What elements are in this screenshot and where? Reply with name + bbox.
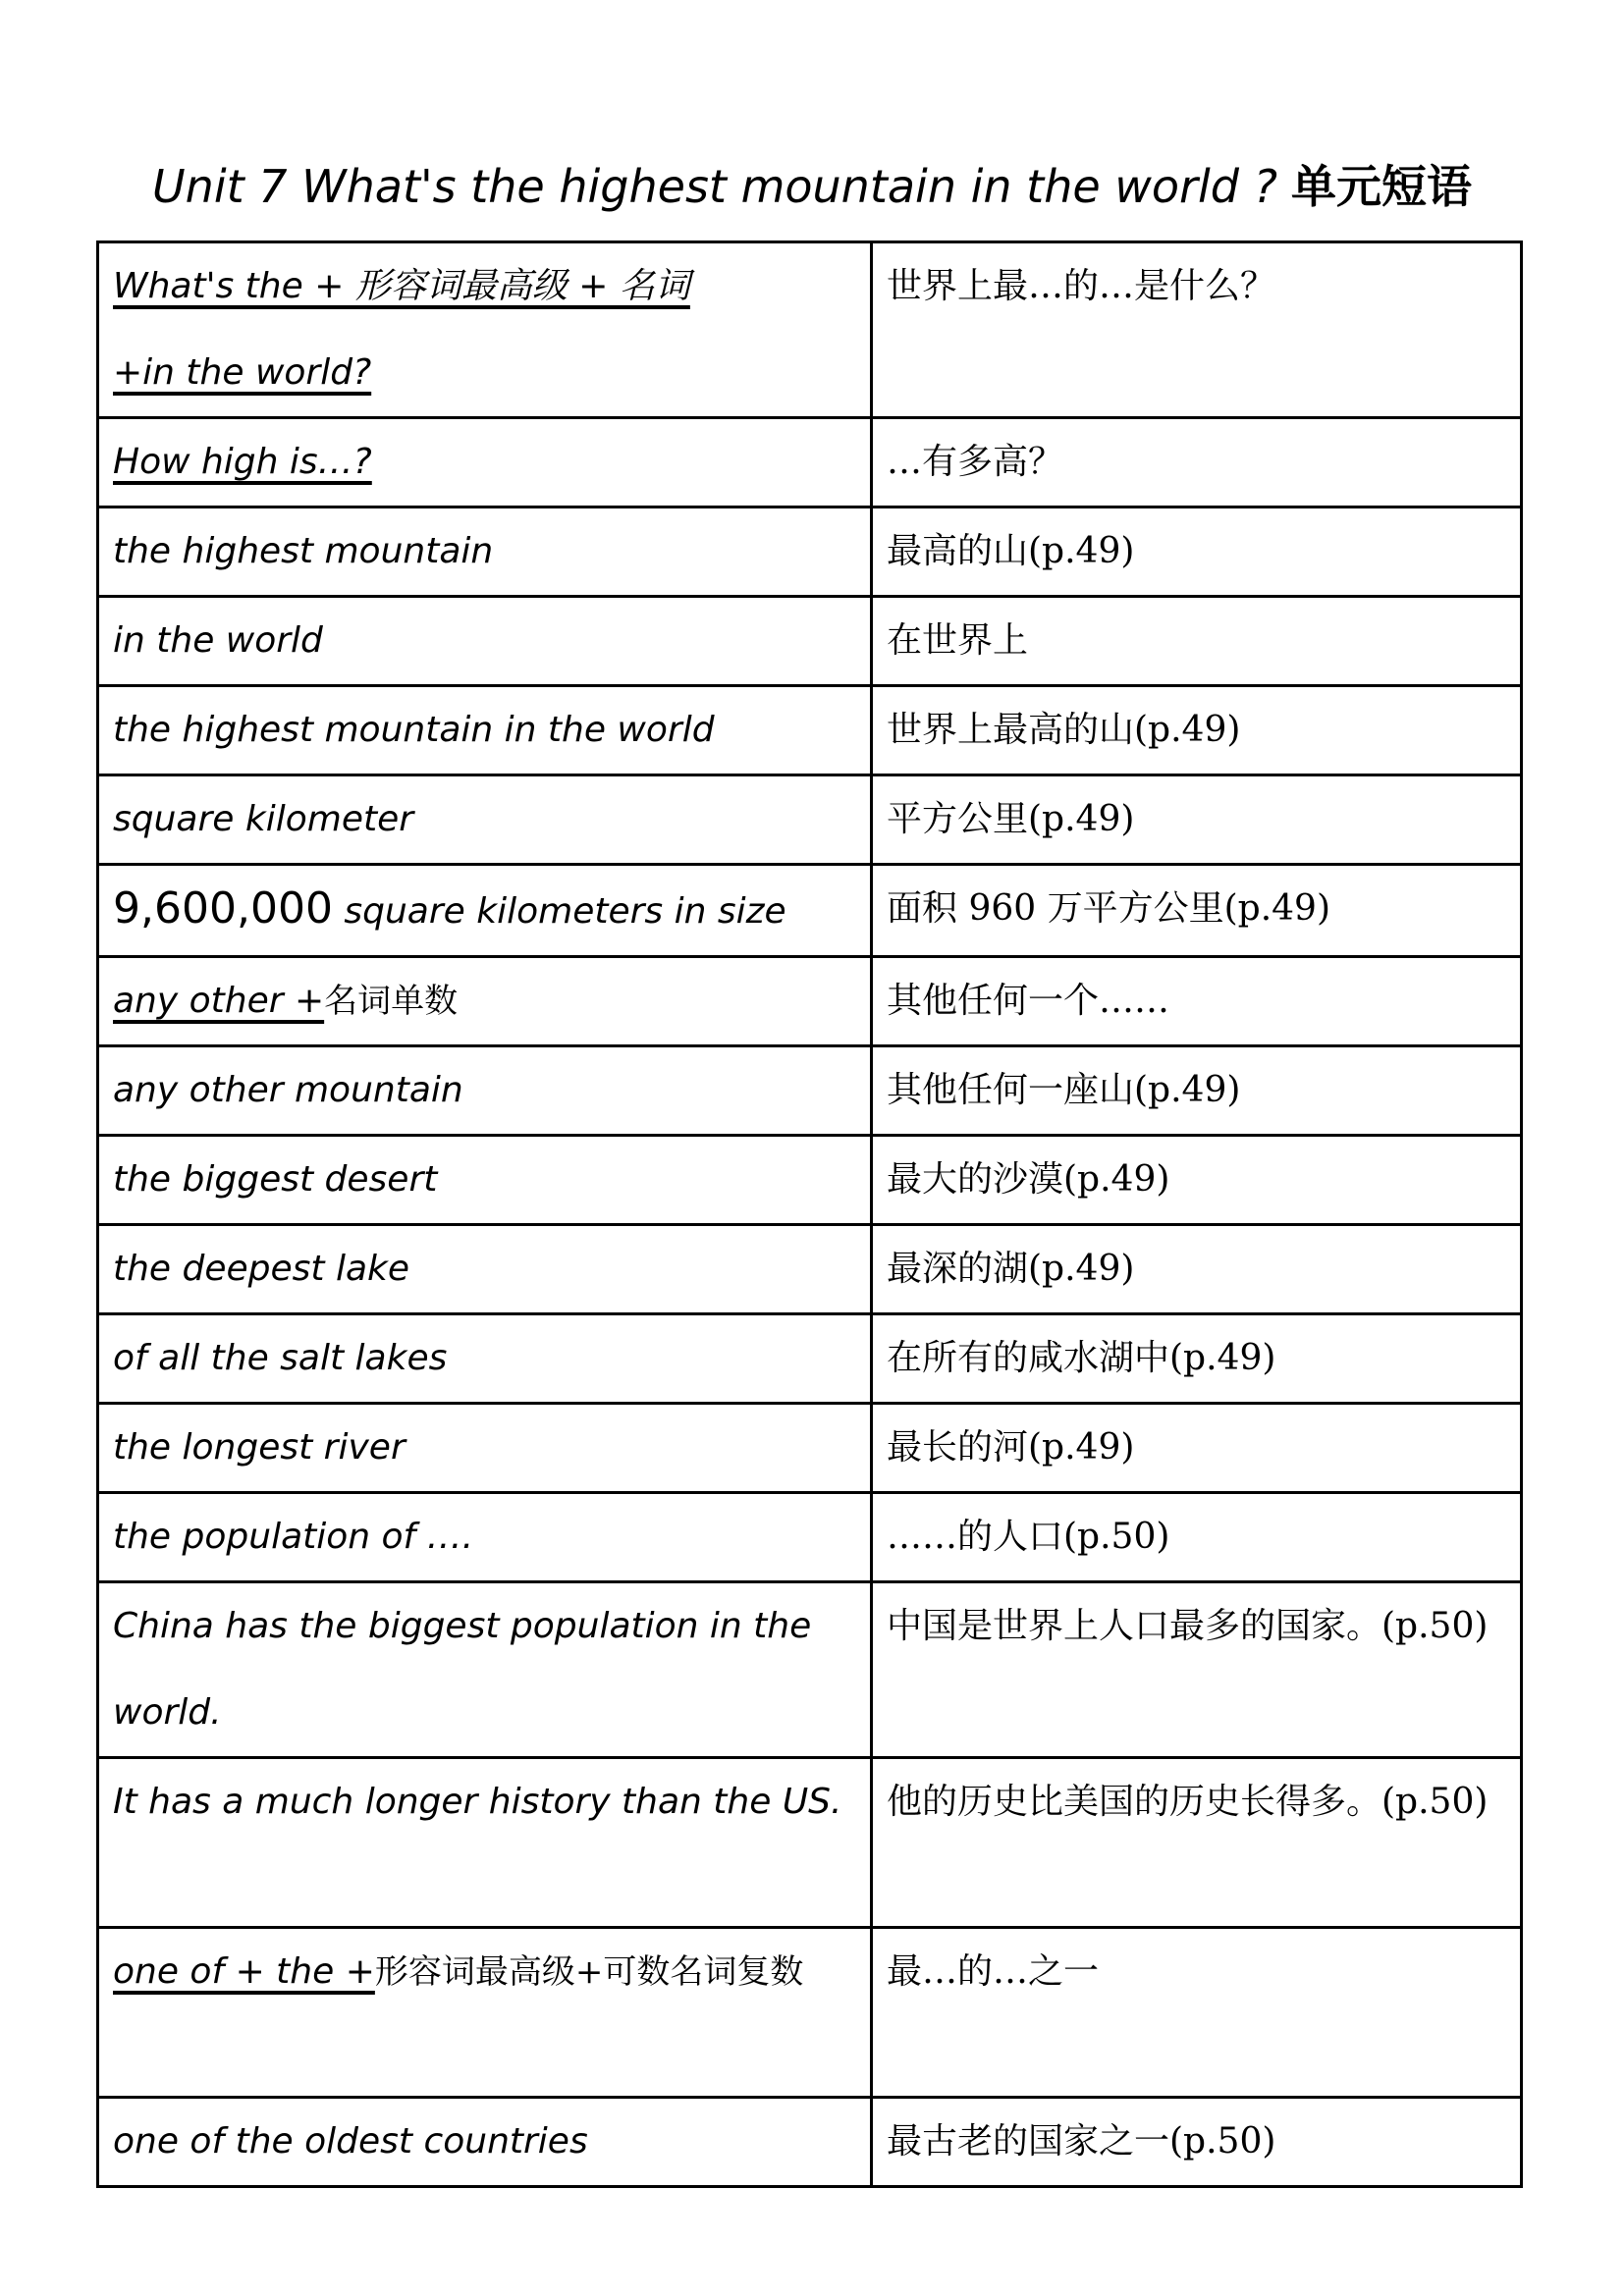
phrase-english: in the world xyxy=(98,597,872,686)
page-title xyxy=(0,157,1624,216)
phrase-chinese: 面积 960 万平方公里(p.49) xyxy=(872,865,1522,957)
phrase-english xyxy=(98,418,872,507)
phrase-english: square kilometer xyxy=(98,775,872,865)
phrase-chinese: 最大的沙漠(p.49) xyxy=(872,1136,1522,1225)
phrase-english: the population of …. xyxy=(98,1493,872,1582)
phrase-english: the biggest desert xyxy=(98,1136,872,1225)
table-row xyxy=(98,1493,1522,1582)
phrase-english: the deepest lake xyxy=(98,1225,872,1314)
table-row xyxy=(98,1225,1522,1314)
pattern-chinese: 形容词最高级+可数名词复数 xyxy=(374,1952,804,1992)
phrase-english xyxy=(98,242,872,418)
phrase-text: square kilometers in size xyxy=(332,891,786,932)
pattern-chinese: 名词单数 xyxy=(324,982,459,1021)
table-row xyxy=(98,1758,1522,1928)
table-row xyxy=(98,865,1522,957)
phrase-chinese: …有多高？ xyxy=(872,418,1522,507)
phrase-chinese: 最深的湖(p.49) xyxy=(872,1225,1522,1314)
phrase-english xyxy=(98,1928,872,2098)
pattern-text: any other + xyxy=(113,981,325,1021)
pattern-text: How high is…? xyxy=(113,442,372,482)
pattern-text: one of + the + xyxy=(113,1951,375,1992)
phrase-chinese: 其他任何一个…… xyxy=(872,957,1522,1046)
table-row xyxy=(98,1314,1522,1404)
table-row xyxy=(98,242,1522,418)
phrase-chinese: 最…的…之一 xyxy=(872,1928,1522,2098)
phrase-chinese: 最古老的国家之一(p.50) xyxy=(872,2098,1522,2187)
table-row xyxy=(98,2098,1522,2187)
phrase-chinese: ……的人口(p.50) xyxy=(872,1493,1522,1582)
phrase-chinese: 其他任何一座山(p.49) xyxy=(872,1046,1522,1136)
phrase-chinese: 中国是世界上人口最多的国家。(p.50) xyxy=(872,1582,1522,1758)
phrase-chinese: 他的历史比美国的历史长得多。(p.50) xyxy=(872,1758,1522,1928)
phrase-english xyxy=(98,865,872,957)
table-row xyxy=(98,1046,1522,1136)
phrase-chinese: 世界上最高的山(p.49) xyxy=(872,686,1522,775)
phrase-english: the highest mountain xyxy=(98,507,872,597)
table-row xyxy=(98,597,1522,686)
table-row xyxy=(98,1136,1522,1225)
title-chinese: 单元短语 xyxy=(1290,160,1472,213)
phrase-english: the longest river xyxy=(98,1404,872,1493)
table-row xyxy=(98,507,1522,597)
pattern-text: What's the + 形容词最高级 + 名词 xyxy=(113,266,690,306)
phrase-english: one of the oldest countries xyxy=(98,2098,872,2187)
phrase-english: any other mountain xyxy=(98,1046,872,1136)
title-english: Unit 7 What's the highest mountain in the world ? xyxy=(152,160,1277,213)
phrase-english xyxy=(98,957,872,1046)
table-row xyxy=(98,1928,1522,2098)
phrase-english: the highest mountain in the world xyxy=(98,686,872,775)
phrase-english: of all the salt lakes xyxy=(98,1314,872,1404)
number-text: 9,600,000 xyxy=(113,883,333,934)
phrase-table xyxy=(96,240,1523,2188)
table-row xyxy=(98,957,1522,1046)
table-row xyxy=(98,775,1522,865)
table-row xyxy=(98,1404,1522,1493)
phrase-chinese: 在所有的咸水湖中(p.49) xyxy=(872,1314,1522,1404)
phrase-english: China has the biggest population in the world. xyxy=(98,1582,872,1758)
phrase-chinese: 世界上最…的…是什么？ xyxy=(872,242,1522,418)
phrase-chinese: 最高的山(p.49) xyxy=(872,507,1522,597)
phrase-chinese: 在世界上 xyxy=(872,597,1522,686)
phrase-chinese: 最长的河(p.49) xyxy=(872,1404,1522,1493)
table-row xyxy=(98,686,1522,775)
phrase-english: It has a much longer history than the US. xyxy=(98,1758,872,1928)
pattern-text-line2: +in the world? xyxy=(113,352,372,393)
table-row xyxy=(98,1582,1522,1758)
phrase-chinese: 平方公里(p.49) xyxy=(872,775,1522,865)
table-row xyxy=(98,418,1522,507)
